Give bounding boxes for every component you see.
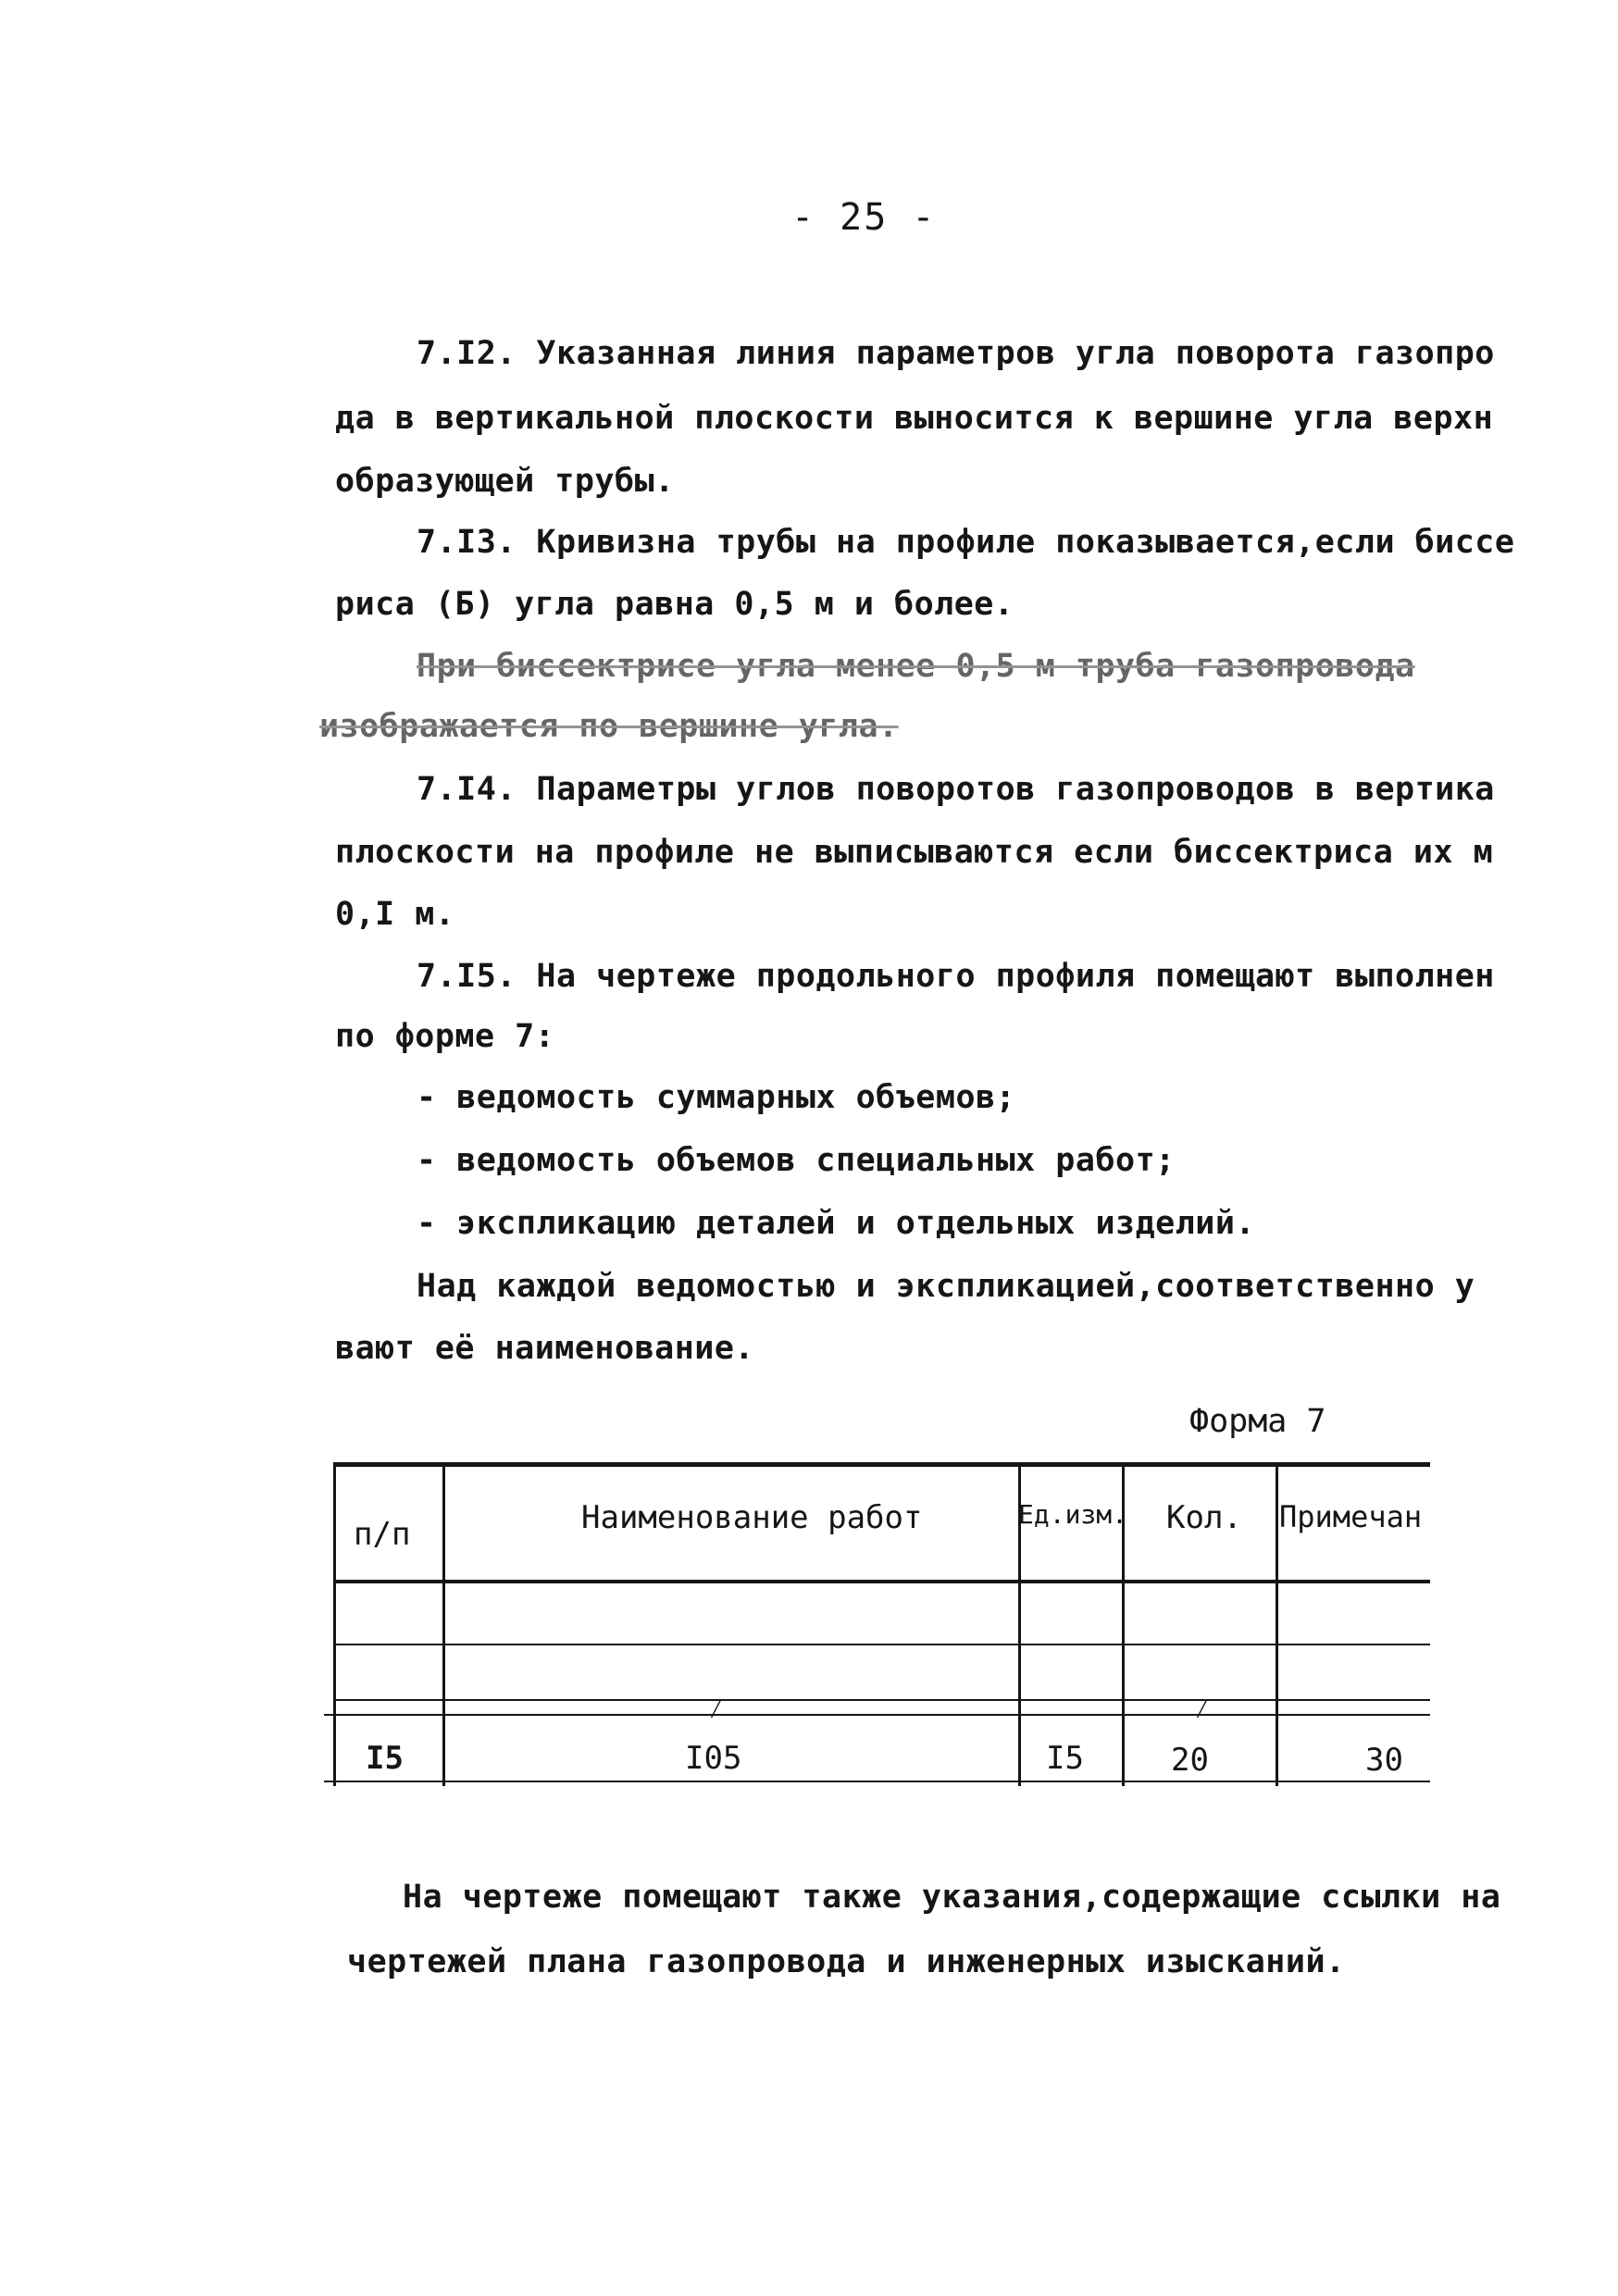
p714-line-2: плоскости на профиле не выписываются если биссектриса их м	[335, 834, 1494, 871]
form-7-table	[333, 1462, 1430, 1791]
closing-line-2: чертежей плана газопровода и инженерных изысканий.	[347, 1943, 1346, 1980]
p715-line-2: по форме 7:	[335, 1018, 555, 1055]
break-mark-2: ⁄	[1194, 1694, 1210, 1724]
table-row-line-2	[333, 1699, 1430, 1701]
table-header-bottom-border	[333, 1580, 1430, 1583]
bullet-explication: - экспликацию деталей и отдельных изделий.	[417, 1205, 1256, 1242]
closing-line-1: На чертеже помещают также указания,содержащие ссылки на	[403, 1879, 1501, 1916]
break-mark-1: ⁄	[708, 1694, 724, 1724]
table-dimension-line-top	[324, 1714, 1430, 1716]
crossed-out-line-1: При биссектрисе угла менее 0,5 м труба газопровода	[417, 648, 1415, 685]
p712-line-3: образующей трубы.	[335, 463, 675, 500]
table-vline-4	[1276, 1462, 1278, 1786]
p-after-line-1: Над каждой ведомостью и экспликацией,соответственно у	[417, 1268, 1475, 1305]
width-col-2: I05	[685, 1740, 742, 1777]
crossed-out-line-2: изображается по вершине угла.	[319, 708, 899, 745]
page-number: - 25 -	[791, 196, 937, 239]
width-col-4: 20	[1171, 1742, 1209, 1779]
bullet-summary-volumes: - ведомость суммарных объемов;	[417, 1079, 1016, 1116]
header-qty: Кол.	[1166, 1499, 1242, 1536]
p715-line-1: 7.I5. На чертеже продольного профиля помещают выполнен	[417, 958, 1495, 995]
width-col-5: 30	[1365, 1742, 1403, 1779]
p-after-line-2: вают её наименование.	[335, 1330, 755, 1367]
table-top-border	[333, 1462, 1430, 1467]
table-vline-0	[333, 1462, 336, 1786]
width-col-3: I5	[1046, 1740, 1084, 1777]
p714-line-3: 0,I м.	[335, 896, 455, 933]
table-row-line-1	[333, 1644, 1430, 1645]
table-dimension-line-bottom	[324, 1781, 1430, 1782]
header-note: Примечан	[1279, 1499, 1423, 1534]
header-unit: Ед.изм.	[1018, 1499, 1128, 1530]
p713-line-1: 7.I3. Кривизна трубы на профиле показывается,если биссе	[417, 524, 1515, 561]
p712-line-1: 7.I2. Указанная линия параметров угла поворота газопро	[417, 335, 1495, 372]
header-work-name: Наименование работ	[581, 1499, 923, 1536]
table-vline-1	[442, 1462, 445, 1786]
p714-line-1: 7.I4. Параметры углов поворотов газопроводов в вертика	[417, 771, 1495, 808]
header-pp: п/п	[354, 1516, 411, 1553]
p712-line-2: да в вертикальной плоскости выносится к вершине угла верхн	[335, 400, 1494, 437]
p713-line-2: риса (Б) угла равна 0,5 м и более.	[335, 586, 1014, 623]
width-col-1: I5	[366, 1740, 404, 1777]
form-label: Форма 7	[1189, 1403, 1326, 1440]
bullet-special-works: - ведомость объемов специальных работ;	[417, 1142, 1176, 1179]
